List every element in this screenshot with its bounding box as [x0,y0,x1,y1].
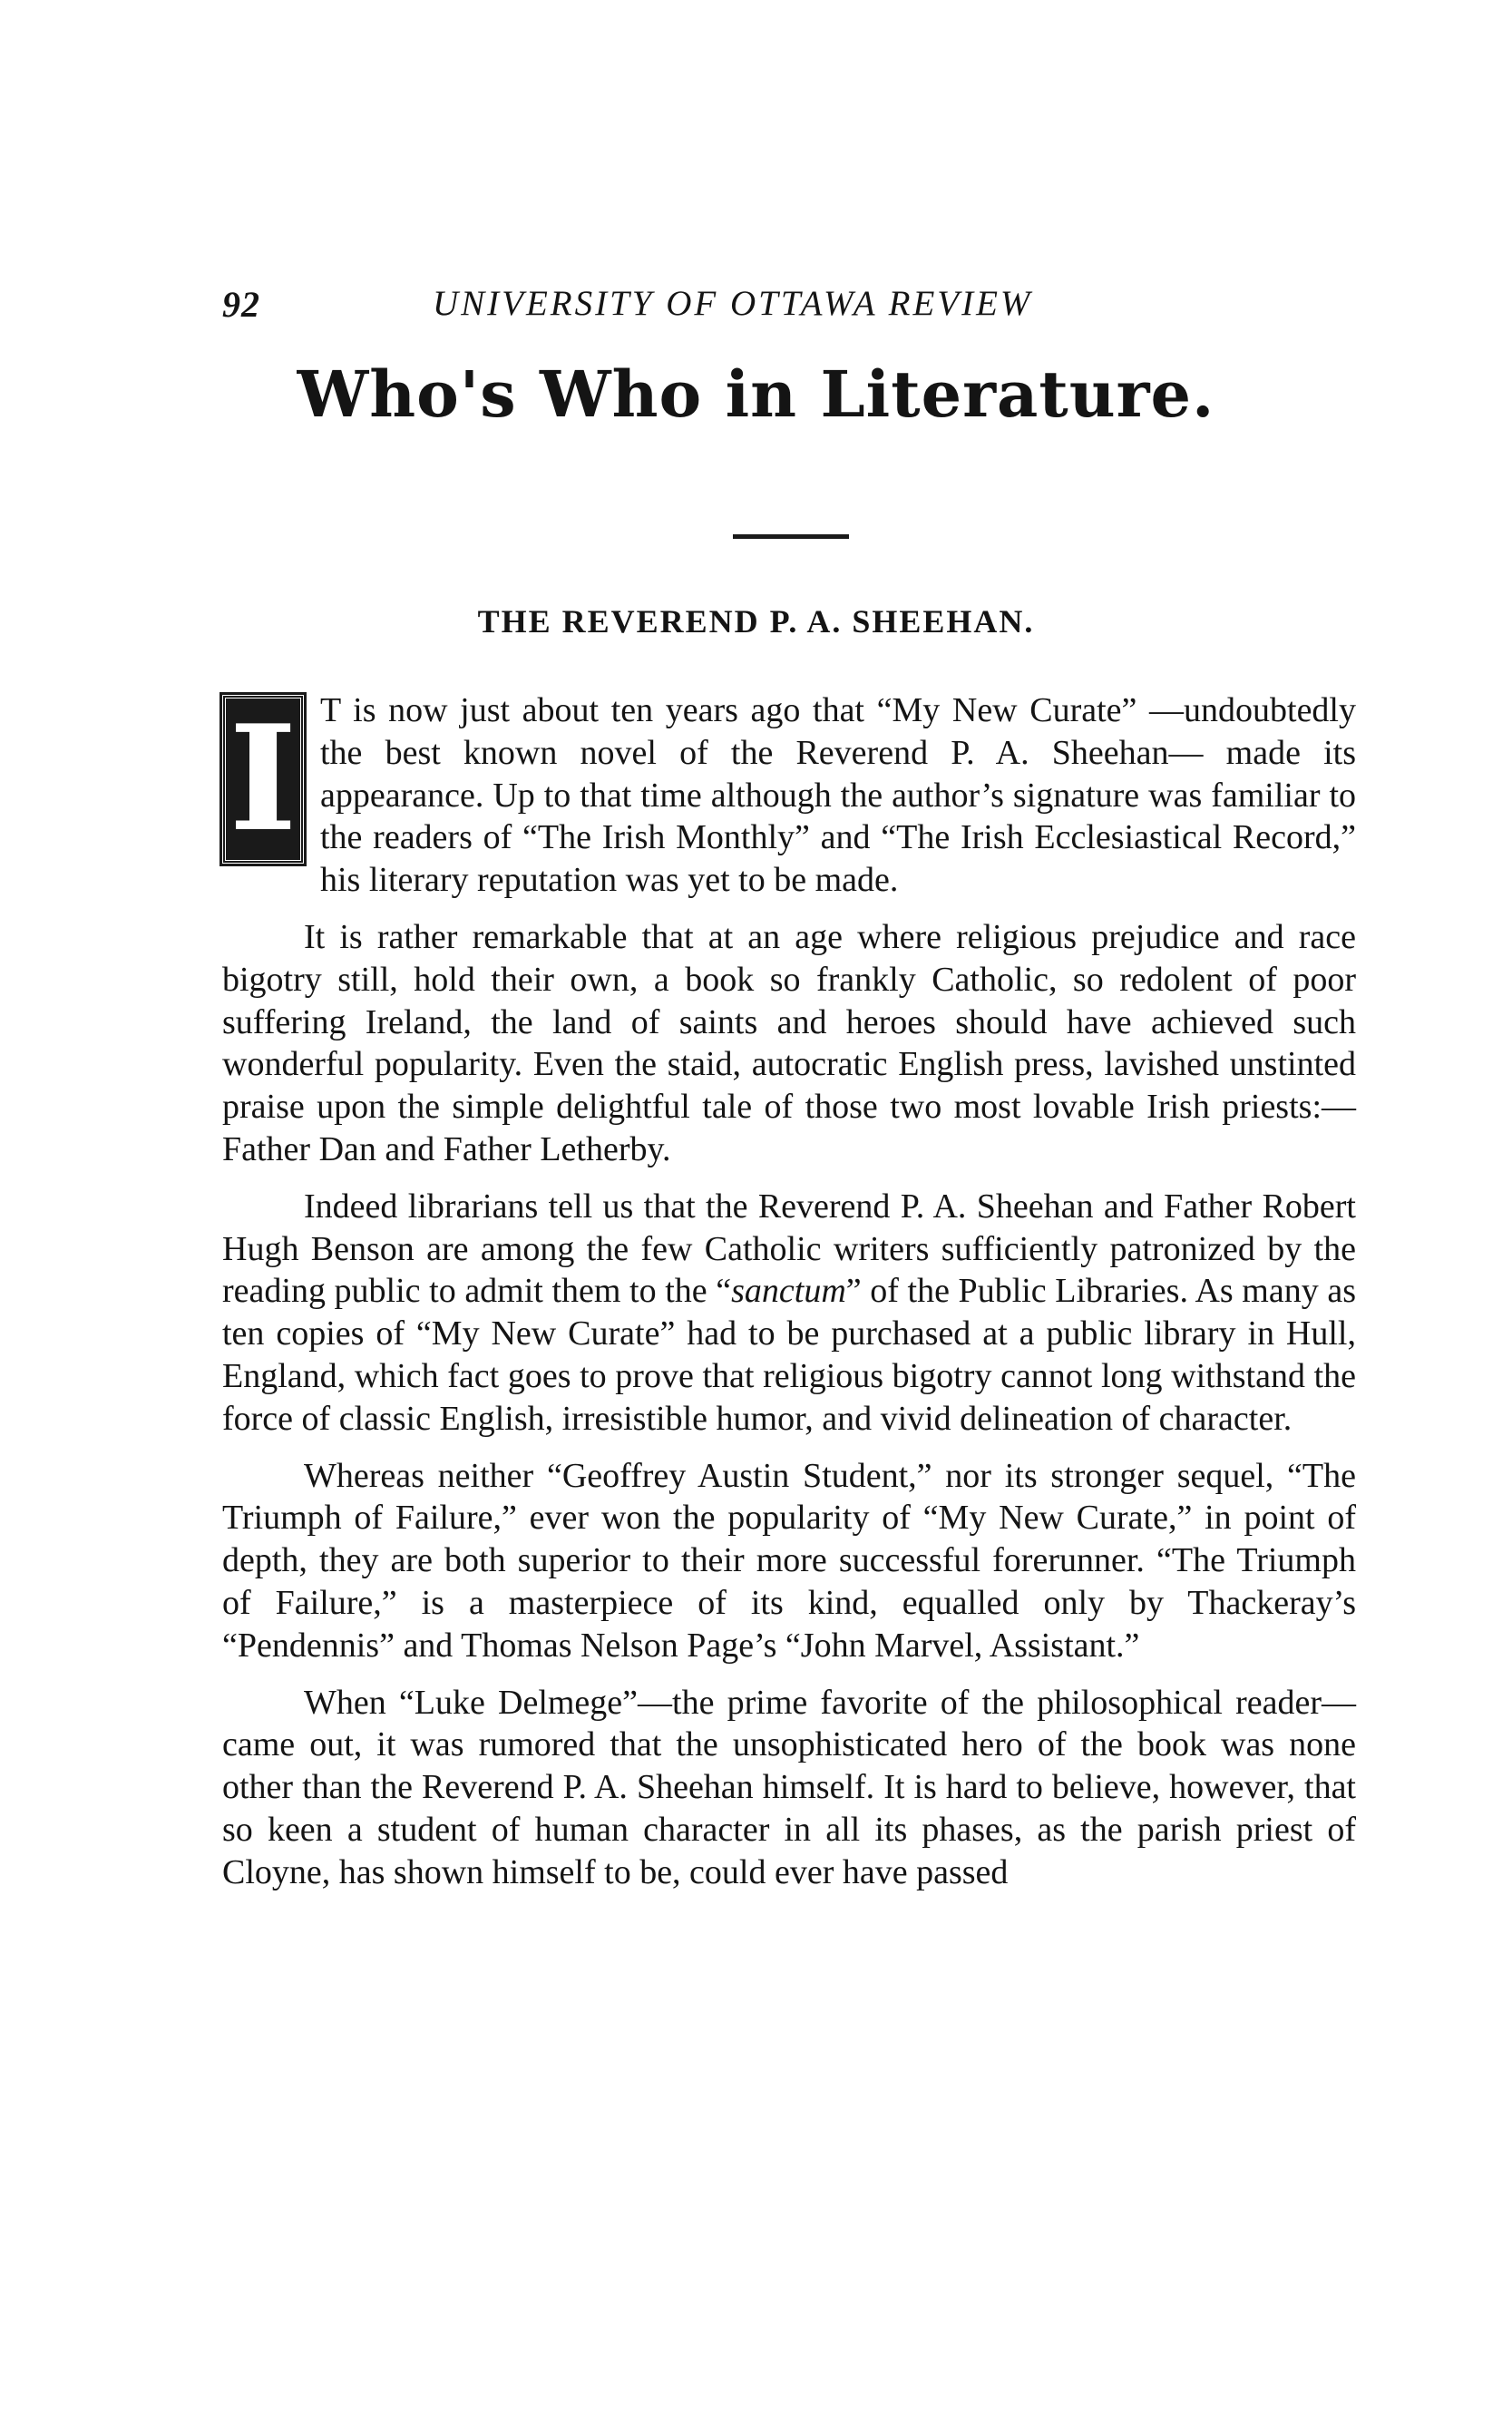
paragraph-1-text: T is now just about ten years ago that “My New Curate” —undoubtedly the best known novel of the Reverend P. A. Sheehan— made its appearance. Up to that time although the author’s signature was familiar to the readers of “The Irish Monthly” and “The Irish Ecclesiastical Record,” his literary reputation was yet to be made. [320,691,1356,900]
journal-title: UNIVERSITY OF OTTAWA REVIEW [433,284,1033,323]
paragraph-3-text-after: ” of the Public Libraries. As many as ten copies of “My New Curate” had to be purchased at a public library in Hull, England, which fact goes to prove that religious bigotry cannot long withstand the force of classic English, irresistible humor, and vivid delineation of character. [222,1272,1356,1438]
paragraph-3-emphasis: sanctum [731,1272,846,1311]
section-heading: THE REVEREND P. A. SHEEHAN. [477,603,1035,640]
page-number: 92 [222,284,260,325]
paragraph-1 [222,689,1356,902]
paragraph-3-text-before: Indeed librarians tell us that the Reverend P. A. Sheehan and Father Robert Hugh Benson are among the few Catholic writers sufficiently patronized by the reading public to admit them to the “ [222,1187,1356,1311]
paragraph-5: When “Luke Delmege”—the prime favorite of the philosophical reader—came out, it was rumored that the unsophisticated hero of the book was none other than the Reverend P. A. Sheehan himself. It is hard to believe, however, that so keen a student of human character in all its phases, as the parish priest of Cloyne, has shown himself to be, could ever have passed [222,1683,1356,1891]
drop-cap: I [222,695,304,864]
article-body [222,689,1356,1909]
title-divider [733,534,849,539]
article-title: Who's Who in Literature. [297,357,1215,432]
paragraph-4: Whereas neither “Geoffrey Austin Student,” nor its stronger sequel, “The Triumph of Failure,” ever won the popularity of “My New Curate,” in point of depth, they are both superior to their more successful forerunner. “The Triumph of Failure,” is a masterpiece of its kind, equalled only by Thackeray’s “Pendennis” and Thomas Nelson Page’s “John Marvel, Assistant.” [222,1456,1356,1665]
paragraph-3 [222,1186,1356,1441]
running-head [222,283,1356,337]
paragraph-2: It is rather remarkable that at an age where religious prejudice and race bigotry still, hold their own, a book so frankly Catholic, so redolent of poor suffering Ireland, the land of saints and heroes should have achieved such wonderful popularity. Even the staid, autocratic English press, lavished unstinted praise upon the simple delightful tale of those two most lovable Irish priests:—Father Dan and Father Letherby. [222,917,1356,1168]
